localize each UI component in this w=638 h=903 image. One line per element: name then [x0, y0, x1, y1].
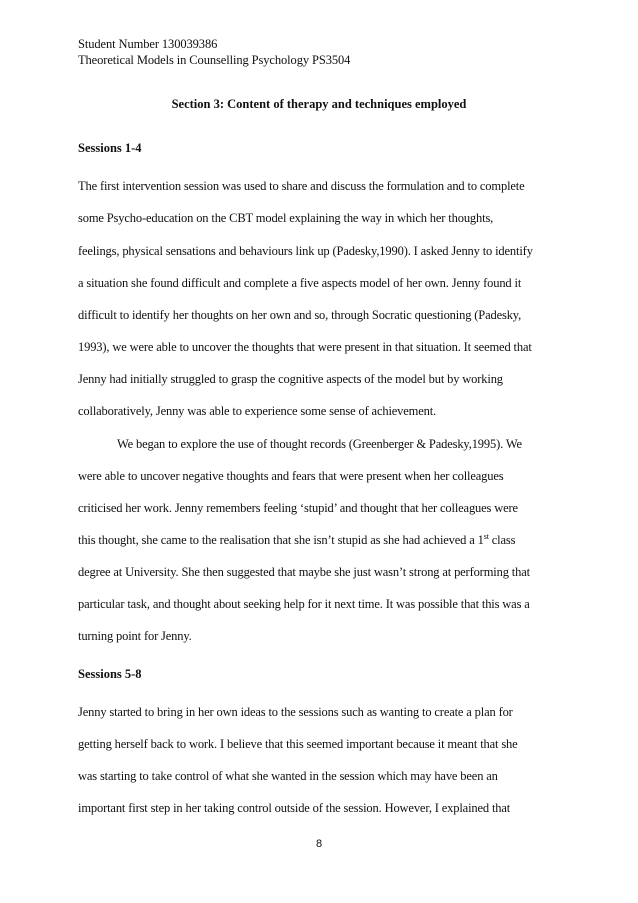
paragraph-line: turning point for Jenny.: [78, 629, 192, 643]
paragraph-line: criticised her work. Jenny remembers feeling ‘stupid’ and thought that her colleagues were: [78, 501, 518, 515]
paragraph-line: getting herself back to work. I believe that this seemed important because it meant that she: [78, 737, 518, 751]
page-header: [78, 36, 350, 68]
paragraph-line: Jenny had initially struggled to grasp the cognitive aspects of the model but by working: [78, 372, 503, 386]
heading-sessions-1-4: Sessions 1-4: [78, 141, 142, 155]
page-number: 8: [315, 838, 323, 850]
paragraph-line: We began to explore the use of thought records (Greenberger & Padesky,1995). We: [117, 437, 522, 451]
paragraph-line: was starting to take control of what she wanted in the session which may have been an: [78, 769, 498, 783]
paragraph-line: a situation she found difficult and complete a five aspects model of her own. Jenny found it: [78, 276, 522, 290]
paragraph-line: were able to uncover negative thoughts and fears that were present when her colleagues: [78, 469, 504, 483]
paragraph-line: [78, 532, 515, 548]
paragraph-line: degree at University. She then suggested that maybe she just wasn’t strong at performing that: [78, 565, 530, 579]
paragraph-line: particular task, and thought about seeking help for it next time. It was possible that this was a: [78, 597, 530, 611]
paragraph-line: collaboratively, Jenny was able to experience some sense of achievement.: [78, 404, 437, 418]
paragraph-line: some Psycho-education on the CBT model explaining the way in which her thoughts,: [78, 211, 494, 225]
section-title: Section 3: Content of therapy and techniques employed: [171, 97, 467, 111]
paragraph-line: The first intervention session was used to share and discuss the formulation and to complete: [78, 179, 525, 193]
paragraph-line: important first step in her taking control outside of the session. However, I explained that: [78, 801, 511, 815]
paragraph-line-tail: class: [488, 533, 516, 547]
paragraph-line: 1993), we were able to uncover the thoughts that were present in that situation. It seemed that: [78, 340, 532, 354]
paragraph-line: Jenny started to bring in her own ideas to the sessions such as wanting to create a plan for: [78, 705, 513, 719]
paragraph-line-text: this thought, she came to the realisation that she isn’t stupid as she had achieved a 1: [78, 533, 484, 547]
module-title: Theoretical Models in Counselling Psychology PS3504: [78, 53, 351, 67]
paragraph-line: feelings, physical sensations and behaviours link up (Padesky,1990). I asked Jenny to identify: [78, 244, 533, 258]
paragraph-line: difficult to identify her thoughts on her own and so, through Socratic questioning (Padesky,: [78, 308, 522, 322]
ordinal-suffix: st: [483, 532, 489, 541]
student-number: Student Number 130039386: [78, 37, 218, 51]
heading-sessions-5-8: Sessions 5-8: [78, 667, 142, 681]
